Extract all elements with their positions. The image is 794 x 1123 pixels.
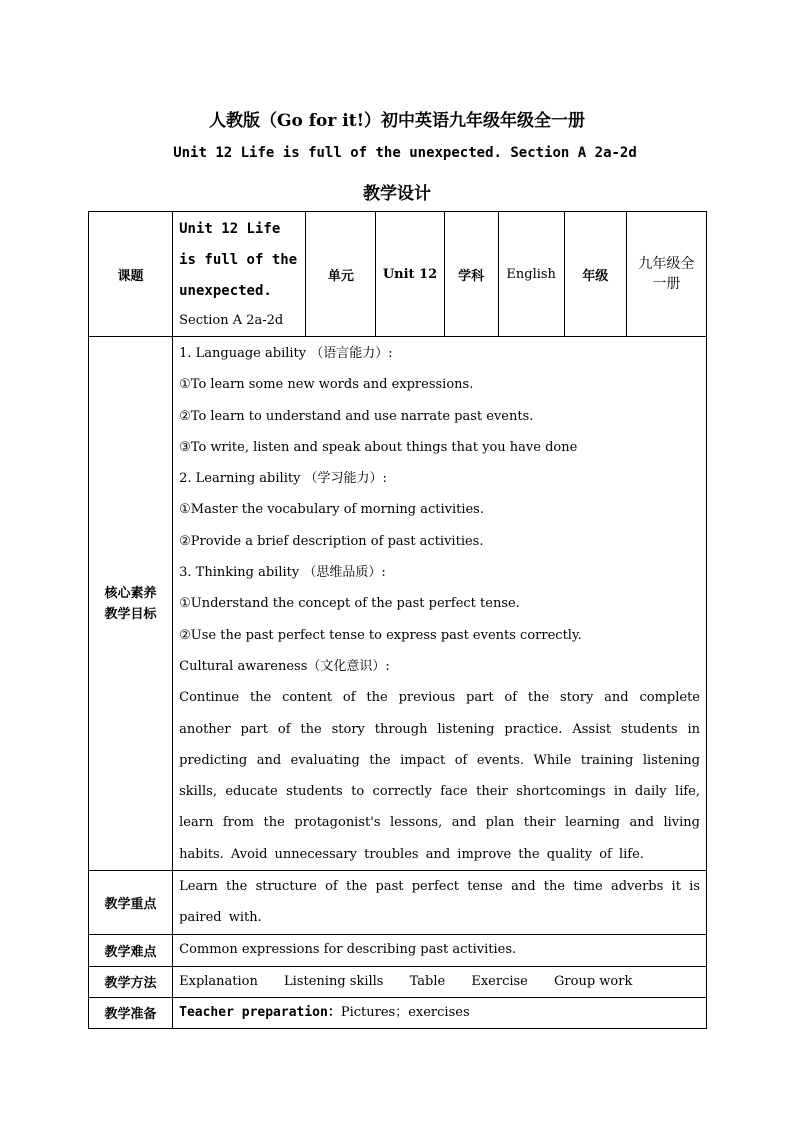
preparation-label: 教学准备 <box>89 997 173 1028</box>
topic-title: Unit 12 Life is full of the unexpected. <box>179 220 298 299</box>
teacher-preparation-label: Teacher preparation： <box>179 1004 341 1020</box>
topic-section: Section A 2a-2d <box>179 312 284 328</box>
method-item: Listening skills <box>284 973 384 989</box>
methods-row <box>89 966 707 997</box>
objective-line: ②Provide a brief description of past activities. <box>179 533 484 549</box>
document-title: 人教版（Go for it!）初中英语九年级年级全一册 <box>208 111 586 131</box>
lesson-plan-table <box>88 211 707 1029</box>
key-points-row <box>89 871 707 935</box>
document-subtitle: Unit 12 Life is full of the unexpected. Section A 2a-2d <box>173 145 637 161</box>
objective-line: ②To learn to understand and use narrate past events. <box>179 408 534 424</box>
objective-line: Cultural awareness（文化意识）: <box>179 658 390 674</box>
difficulties-row <box>89 934 707 966</box>
document-type: 教学设计 <box>363 184 431 204</box>
method-item: Exercise <box>471 973 528 989</box>
objective-line: 2. Learning ability （学习能力）: <box>179 471 387 487</box>
method-item: Table <box>409 973 446 989</box>
grade-label: 年级 <box>564 212 626 337</box>
objective-line: 1. Language ability （语言能力）: <box>179 346 393 361</box>
methods-label: 教学方法 <box>89 966 173 997</box>
cultural-awareness-paragraph: Continue the content of the previous part of the story and complete another part of the story through listening practice. Assist students in predicting and evaluating the impact of events. While training listening skills, educate students to correctly face their shortcomings in daily life, learn from the protagonist's lessons, and plan their learning and living habits. Avoid unnecessary troubles and improve the quality of life. <box>179 690 700 862</box>
methods-list <box>173 966 707 997</box>
unit-label: 单元 <box>306 212 376 337</box>
preparation-row <box>89 997 707 1028</box>
unit-value: Unit 12 <box>376 212 444 337</box>
difficulties-label: 教学难点 <box>89 934 173 966</box>
objectives-row <box>89 337 707 871</box>
topic-label: 课题 <box>89 212 173 337</box>
grade-value: 九年级全一册 <box>626 212 706 337</box>
subject-label: 学科 <box>444 212 498 337</box>
objective-line: ①Understand the concept of the past perfect tense. <box>179 596 520 612</box>
key-points-text: Learn the structure of the past perfect tense and the time adverbs it is paired with. <box>173 871 707 935</box>
objective-line: ③To write, listen and speak about things that you have done <box>179 439 578 455</box>
key-points-label: 教学重点 <box>89 871 173 935</box>
preparation-content <box>173 997 707 1028</box>
objectives-content <box>173 337 707 871</box>
method-item: Explanation <box>179 973 258 989</box>
subject-value: English <box>498 212 564 337</box>
objective-line: ①To learn some new words and expressions. <box>179 377 474 393</box>
objectives-label: 核心素养教学目标 <box>89 337 173 871</box>
preparation-text: Pictures；exercises <box>340 1004 470 1020</box>
topic-cell <box>173 212 306 337</box>
info-row <box>89 212 707 337</box>
method-item: Group work <box>554 973 633 989</box>
difficulties-text: Common expressions for describing past activities. <box>173 934 707 966</box>
objective-line: 3. Thinking ability （思维品质）: <box>179 565 386 581</box>
objective-line: ②Use the past perfect tense to express past events correctly. <box>179 627 582 643</box>
objective-line: ①Master the vocabulary of morning activities. <box>179 502 484 518</box>
